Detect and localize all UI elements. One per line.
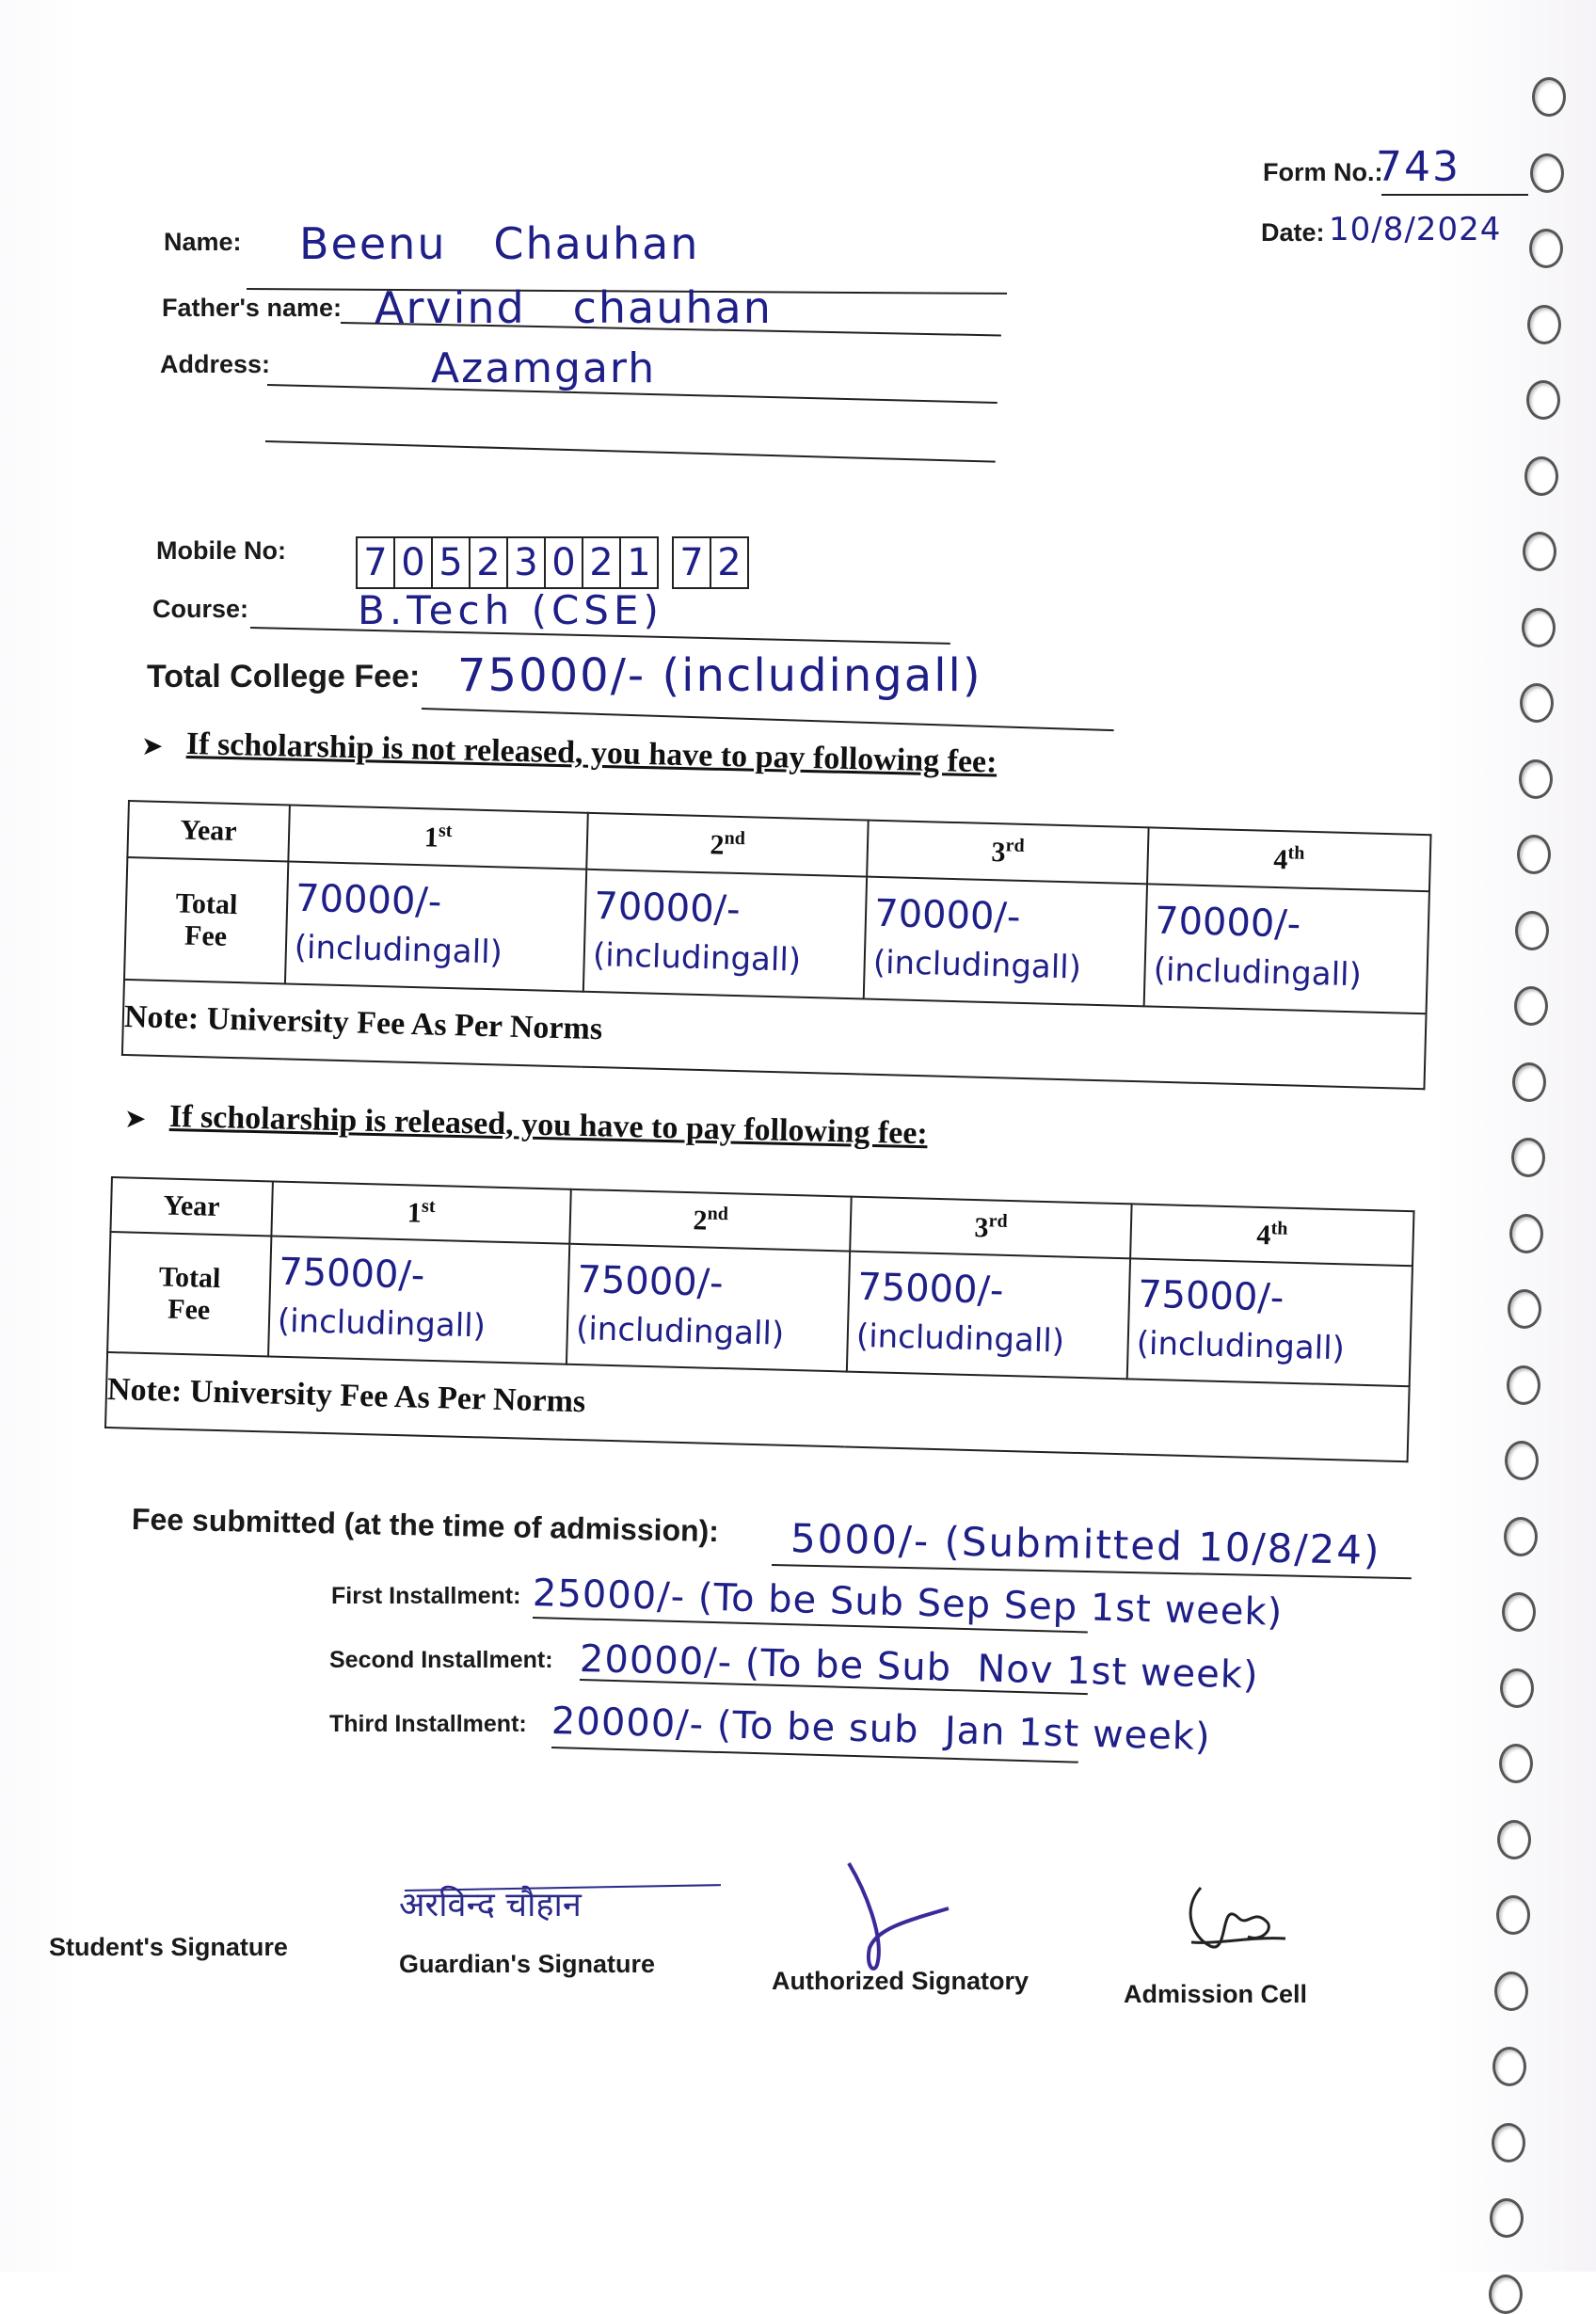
binder-hole [1519, 759, 1553, 799]
mobile-digit-box: 2 [582, 536, 621, 589]
mobile-label: Mobile No: [156, 536, 286, 565]
year-3-fee-cell: 75000/- (includingall) [847, 1252, 1130, 1380]
binder-hole [1529, 229, 1563, 268]
mobile-digit-box: 5 [431, 536, 471, 589]
not-released-heading: If scholarship is not released, you have to pay following fee: [185, 726, 998, 780]
form-no-label: Form No.: [1263, 158, 1383, 186]
binder-hole [1505, 1441, 1539, 1480]
binder-hole [1489, 2274, 1523, 2314]
mobile-digit-box: 2 [710, 536, 749, 589]
address-label: Address: [160, 350, 271, 378]
binder-hole [1490, 2198, 1524, 2238]
mobile-digit-boxes [358, 536, 749, 589]
first-installment-label: First Installment: [331, 1583, 521, 1609]
year-4-header: 4th [1130, 1204, 1413, 1266]
binder-hole [1520, 683, 1554, 723]
year-3-fee-cell: 70000/- (includingall) [864, 877, 1147, 1007]
mobile-digit-box: 3 [506, 536, 546, 589]
binder-hole [1515, 911, 1549, 950]
guardian-signature-mark: अरविन्द चौहान [399, 1886, 582, 1924]
mobile-digit-box: 0 [544, 536, 583, 589]
year-header: Year [127, 801, 289, 861]
form-no-value: 743 [1376, 143, 1460, 191]
mobile-digit-box: 7 [356, 536, 395, 589]
binder-hole [1502, 1592, 1536, 1632]
student-signature-label: Student's Signature [49, 1933, 288, 1961]
mobile-digit-box: 7 [672, 536, 711, 589]
second-installment-value: 20000/- (To be Sub Nov 1st week) [579, 1637, 1260, 1698]
bullet-arrow-icon: ➤ [141, 730, 164, 761]
second-installment-label: Second Installment: [329, 1647, 553, 1673]
binder-hole [1504, 1517, 1538, 1556]
address-value: Azamgarh [431, 344, 657, 392]
year-1-header: 1st [271, 1181, 571, 1243]
course-label: Course: [152, 595, 249, 623]
binder-hole [1526, 380, 1560, 420]
year-2-header: 2nd [569, 1189, 851, 1252]
year-2-fee-cell: 75000/- (includingall) [567, 1244, 850, 1372]
year-1-header: 1st [288, 805, 588, 869]
binder-hole [1511, 1138, 1545, 1177]
admission-cell-label: Admission Cell [1124, 1980, 1308, 2008]
year-4-header: 4th [1147, 827, 1430, 891]
binder-hole [1530, 153, 1564, 193]
university-fee-note: Note: University Fee As Per Norms [105, 1352, 1410, 1461]
name-label: Name: [164, 228, 242, 256]
binder-hole [1492, 2123, 1525, 2162]
fee-submitted-label: Fee submitted (at the time of admission): [131, 1502, 720, 1549]
first-installment-value: 25000/- (To be Sub Sep Sep 1st week) [532, 1572, 1284, 1635]
third-installment-value: 20000/- (To be sub Jan 1st week) [551, 1700, 1212, 1760]
year-2-fee-cell: 70000/- (includingall) [583, 870, 867, 999]
mobile-digit-box: 1 [619, 536, 659, 589]
year-4-fee-cell: 75000/- (includingall) [1127, 1258, 1412, 1386]
authorized-signature-mark [828, 1854, 960, 1986]
year-1-fee-cell: 75000/- (includingall) [268, 1236, 570, 1364]
binder-hole [1514, 986, 1548, 1026]
released-heading: If scholarship is released, you have to pay following fee: [168, 1099, 929, 1152]
year-2-header: 2nd [586, 813, 868, 877]
date-value: 10/8/2024 [1329, 211, 1502, 248]
year-3-header: 3rd [867, 821, 1148, 885]
total-fee-row-label: Total Fee [124, 857, 288, 983]
binder-hole [1494, 1971, 1528, 2011]
year-header: Year [110, 1177, 272, 1236]
total-fee-row-label: Total Fee [107, 1232, 271, 1356]
binder-hole [1497, 1820, 1531, 1859]
guardian-signature-label: Guardian's Signature [399, 1950, 655, 1978]
binder-hole [1512, 1062, 1546, 1102]
binder-hole [1522, 608, 1556, 647]
binder-hole [1532, 77, 1566, 117]
binder-hole [1500, 1668, 1534, 1708]
father-label: Father's name: [162, 294, 342, 322]
total-college-fee-value: 75000/- (includingall) [457, 649, 982, 702]
year-1-fee-cell: 70000/- (includingall) [285, 861, 587, 991]
year-3-header: 3rd [850, 1197, 1131, 1259]
binder-hole [1517, 835, 1551, 874]
binder-hole [1496, 1895, 1530, 1935]
binder-hole [1527, 305, 1561, 344]
father-value: Arvind chauhan [375, 282, 773, 333]
date-label: Date: [1261, 218, 1325, 247]
binder-hole [1524, 456, 1558, 496]
admission-signature-mark [1163, 1880, 1295, 1984]
year-4-fee-cell: 70000/- (includingall) [1144, 884, 1429, 1013]
third-installment-label: Third Installment: [329, 1711, 527, 1737]
authorized-signatory-label: Authorized Signatory [772, 1967, 1029, 1995]
form-no-line [1381, 194, 1528, 196]
fee-submitted-value: 5000/- (Submitted 10/8/24) [790, 1515, 1381, 1574]
total-college-fee-label: Total College Fee: [147, 659, 421, 694]
course-value: B.Tech (CSE) [358, 587, 663, 633]
university-fee-note: Note: University Fee As Per Norms [122, 980, 1427, 1089]
name-value: Beenu Chauhan [299, 218, 700, 269]
bullet-arrow-icon: ➤ [124, 1103, 147, 1134]
fee-table-released [104, 1176, 1415, 1462]
mobile-digit-box: 2 [469, 536, 508, 589]
binder-hole [1507, 1365, 1540, 1405]
fee-table-not-released [121, 800, 1432, 1090]
mobile-digit-box: 0 [393, 536, 433, 589]
binder-hole [1499, 1744, 1533, 1783]
binder-hole [1509, 1214, 1543, 1253]
